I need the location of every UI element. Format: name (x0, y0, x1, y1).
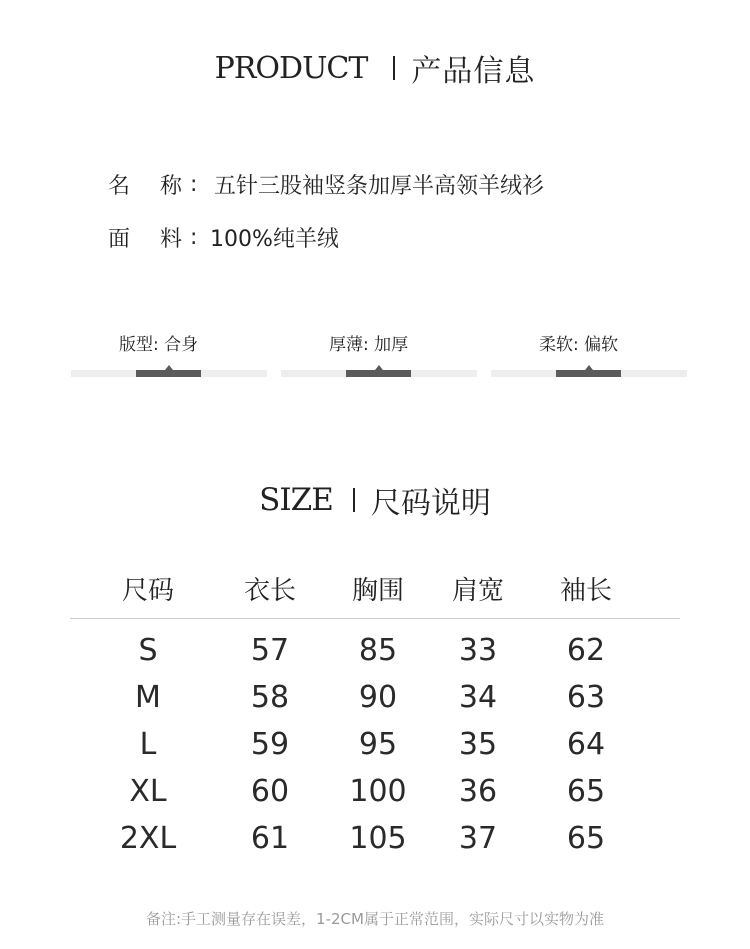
title-divider (393, 56, 395, 80)
size-table (70, 562, 680, 862)
cell-sleeve: 63 (566, 680, 606, 715)
cell-shoulder: 33 (458, 633, 498, 668)
attribute-softness-label: 柔软: (539, 335, 579, 355)
attribute-softness-indicator (556, 370, 621, 377)
cell-chest: 95 (358, 727, 398, 762)
cell-sleeve: 65 (566, 821, 606, 856)
attribute-fit-marker (165, 365, 173, 370)
table-row (70, 768, 680, 815)
attribute-thickness-text (329, 330, 408, 355)
name-label-1: 名 (108, 173, 131, 199)
material-colon: : (190, 224, 198, 250)
cell-size: M (135, 680, 161, 715)
header-chest: 胸围 (351, 576, 404, 606)
material-label-1: 面 (108, 226, 131, 252)
product-title-en: PRODUCT (214, 50, 368, 86)
cell-chest: 100 (349, 774, 407, 809)
material-label-2: 料 (160, 226, 183, 252)
attribute-fit (71, 330, 267, 390)
header-sleeve: 袖长 (559, 576, 612, 606)
cell-length: 59 (250, 727, 290, 762)
cell-size: S (138, 633, 158, 668)
info-name-row (108, 168, 544, 200)
table-row (70, 721, 680, 768)
cell-shoulder: 35 (458, 727, 498, 762)
cell-sleeve: 62 (566, 633, 606, 668)
table-row (70, 627, 680, 674)
header-length: 衣长 (243, 576, 296, 606)
product-title-cn: 产品信息 (411, 54, 536, 89)
attribute-fit-text (119, 330, 198, 355)
material-value: 100%纯羊绒 (210, 226, 339, 252)
name-label-2: 称 (160, 173, 183, 199)
size-title-cn: 尺码说明 (370, 486, 491, 521)
cell-size: 2XL (119, 821, 177, 856)
attribute-thickness-indicator (346, 370, 411, 377)
name-colon: : (190, 171, 198, 197)
table-row (70, 674, 680, 721)
cell-shoulder: 36 (458, 774, 498, 809)
size-header (0, 476, 750, 524)
size-table-header (70, 562, 680, 619)
measurement-note: 备注:手工测量存在误差，1-2CM属于正常范围，实际尺寸以实物为准 (146, 910, 604, 928)
attribute-fit-value: 合身 (164, 335, 199, 355)
attribute-softness-text (539, 330, 618, 355)
cell-length: 57 (250, 633, 290, 668)
attribute-thickness-label: 厚薄: (329, 335, 369, 355)
info-material-row (108, 221, 339, 253)
attribute-fit-indicator (136, 370, 201, 377)
cell-shoulder: 34 (458, 680, 498, 715)
header-size: 尺码 (121, 576, 174, 606)
attribute-softness-value: 偏软 (584, 335, 619, 355)
cell-shoulder: 37 (458, 821, 498, 856)
name-value: 五针三股袖竖条加厚半高领羊绒衫 (214, 173, 545, 199)
size-title-en: SIZE (259, 482, 333, 518)
cell-chest: 90 (358, 680, 398, 715)
cell-chest: 105 (349, 821, 407, 856)
cell-size: XL (129, 774, 167, 809)
cell-chest: 85 (358, 633, 398, 668)
attribute-fit-label: 版型: (119, 335, 159, 355)
cell-sleeve: 64 (566, 727, 606, 762)
attribute-thickness-marker (375, 365, 383, 370)
attribute-thickness-value: 加厚 (374, 335, 409, 355)
cell-length: 60 (250, 774, 290, 809)
product-header (0, 44, 750, 92)
attribute-softness-marker (585, 365, 593, 370)
cell-sleeve: 65 (566, 774, 606, 809)
header-shoulder: 肩宽 (451, 576, 504, 606)
cell-length: 58 (250, 680, 290, 715)
table-row (70, 815, 680, 862)
attribute-thickness (281, 330, 477, 390)
cell-size: L (139, 727, 157, 762)
cell-length: 61 (250, 821, 290, 856)
attribute-softness (491, 330, 687, 390)
size-title-divider (353, 488, 355, 512)
